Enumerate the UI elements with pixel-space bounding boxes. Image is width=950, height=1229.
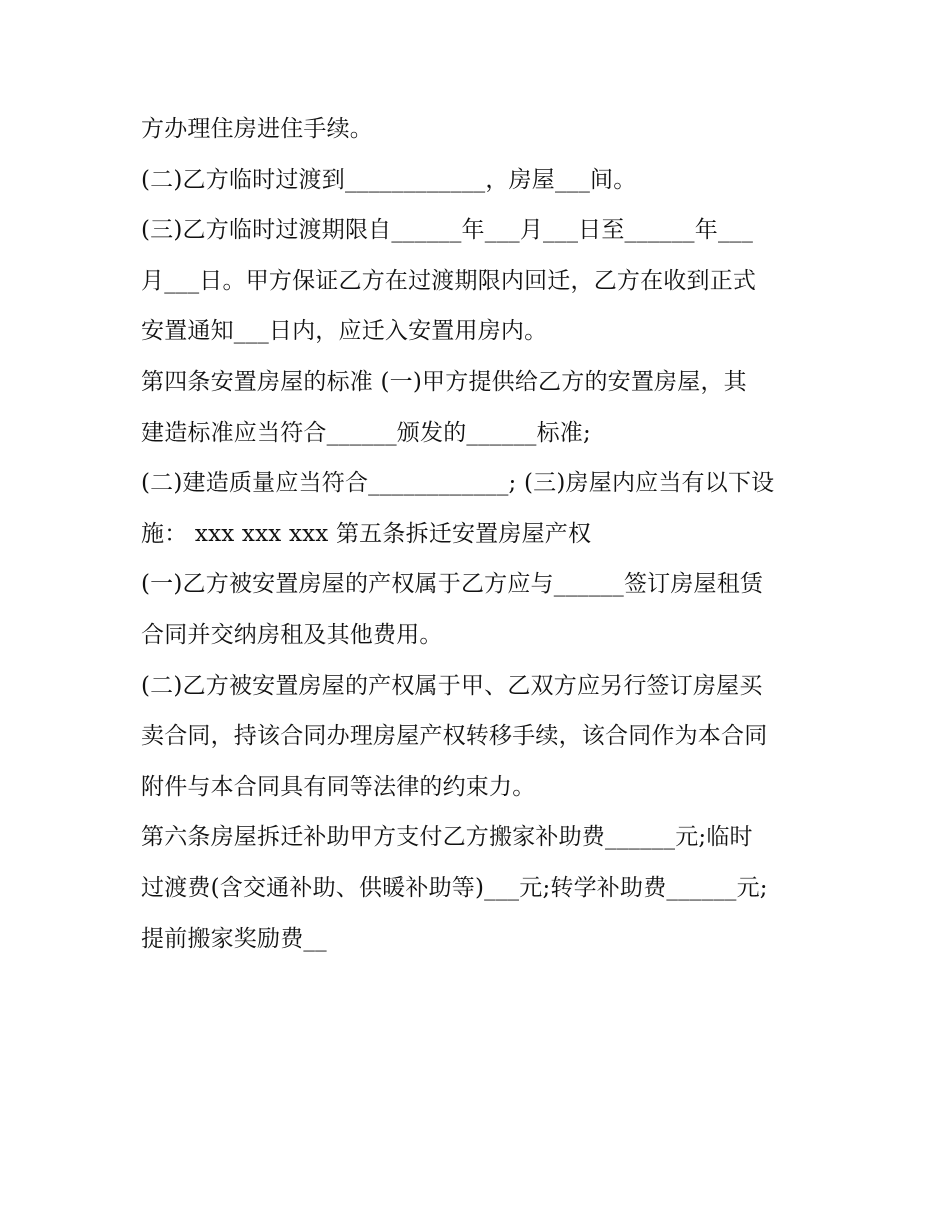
text-line: 安置通知___日内，应迁入安置用房内。 [141,318,548,345]
text-line: 卖合同，持该合同办理房屋产权转移手续，该合同作为本合同 [141,723,768,750]
text-line: (三)乙方临时过渡期限自______年___月___日至______年___ [141,217,754,244]
document-body [141,104,821,964]
text-line: (二)乙方被安置房屋的产权属于甲、乙双方应另行签订房屋买 [141,672,763,699]
text-line: (二)建造质量应当符合____________; (三)房屋内应当有以下设 [141,470,775,497]
text-line: (一)乙方被安置房屋的产权属于乙方应与______签订房屋租赁 [141,571,764,598]
text-line: (二)乙方临时过渡到____________，房屋___间。 [141,166,637,193]
text-line: 月___日。甲方保证乙方在过渡期限内回迁，乙方在收到正式 [141,267,757,294]
text-line: 建造标准应当符合______颁发的______标准; [141,419,591,446]
text-line: 合同并交纳房租及其他费用。 [141,621,443,648]
text-line: 施： xxx xxx xxx 第五条拆迁安置房屋产权 [141,520,592,547]
text-line: 附件与本合同具有同等法律的约束力。 [141,773,536,800]
text-line: 方办理住房进住手续。 [141,116,373,142]
text-line: 提前搬家奖励费__ [141,925,327,952]
text-line: 第六条房屋拆迁补助甲方支付乙方搬家补助费______元;临时 [141,824,753,851]
text-line: 过渡费(含交通补助、供暖补助等)___元;转学补助费______元; [141,874,768,901]
text-line: 第四条安置房屋的标准 (一)甲方提供给乙方的安置房屋，其 [141,368,747,395]
